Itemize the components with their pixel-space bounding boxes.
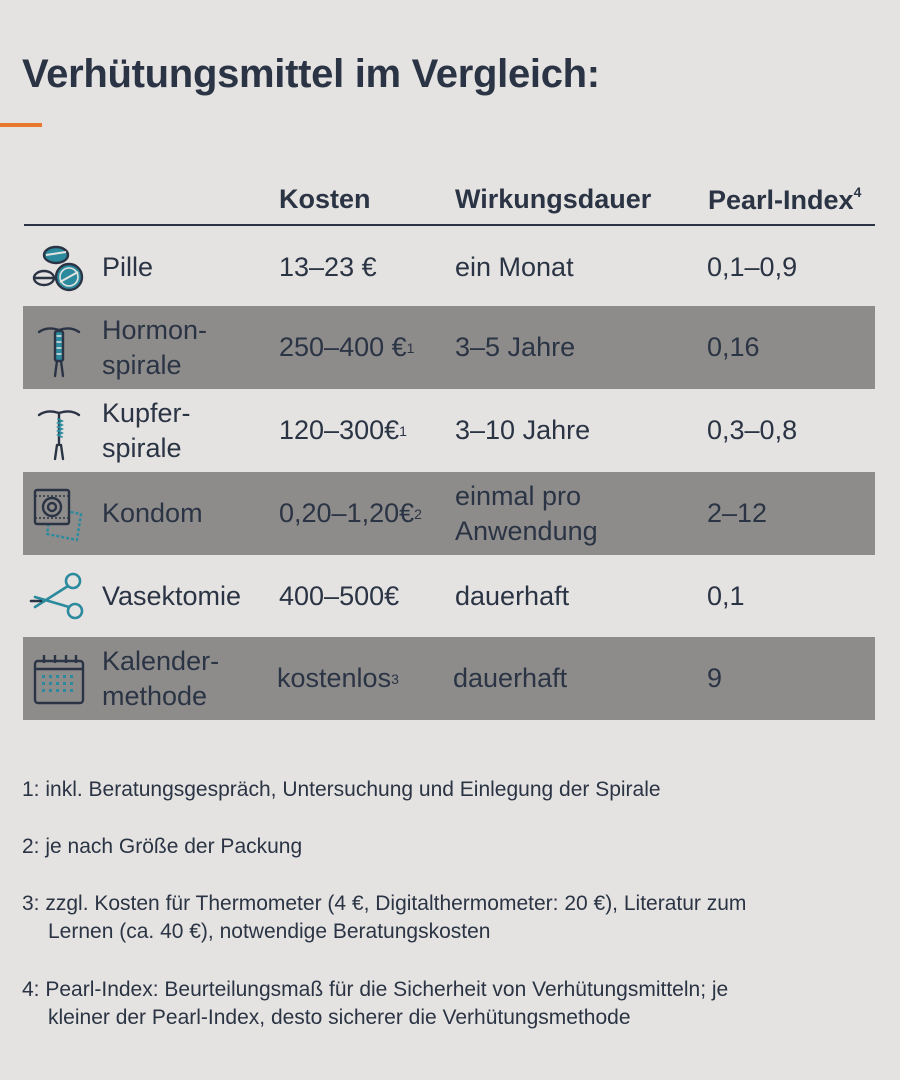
header-wirkungsdauer: Wirkungsdauer xyxy=(455,184,652,214)
method-name: Hormon- spirale xyxy=(102,314,208,380)
table-row xyxy=(23,306,875,389)
header-kosten: Kosten xyxy=(279,184,371,214)
cost-value: 13–23 € xyxy=(279,252,377,282)
table-row xyxy=(23,472,875,555)
cost-cell xyxy=(279,226,377,309)
cost-cell: 120–300€ 1 xyxy=(279,389,407,472)
footnote-4 xyxy=(22,976,728,1032)
duration-cell: dauerhaft xyxy=(455,581,570,611)
table-row xyxy=(23,389,875,472)
pearl-index-cell: 0,1 xyxy=(707,581,745,611)
footnote-text: 2: je nach Größe der Packung xyxy=(22,835,303,858)
header-pearl-index-label: Pearl-Index xyxy=(708,185,854,215)
header-pearl-index xyxy=(708,184,861,216)
footnote-text: 4: Pearl-Index: Beurteilungsmaß für die Sicherheit von Verhütungsmitteln; je xyxy=(22,978,729,1001)
method-name: Kupfer- spirale xyxy=(102,397,191,463)
footnote-text-continued: kleiner der Pearl-Index, desto sicherer die Verhütungsmethode xyxy=(48,1006,631,1029)
header-pearl-index-footnote: 4 xyxy=(853,184,862,200)
table-row xyxy=(23,226,875,309)
method-name: Kalender- methode xyxy=(102,645,220,711)
pearl-index-cell: 0,1–0,9 xyxy=(707,252,798,282)
method-name: Pille xyxy=(102,252,154,282)
pearl-index-cell: 0,16 xyxy=(707,332,760,362)
cost-value: kostenlos xyxy=(277,663,392,693)
table-row xyxy=(23,555,875,638)
duration-cell: einmal pro Anwendung xyxy=(455,480,598,546)
method-name: Vasektomie xyxy=(102,581,242,611)
hormone-iud-icon xyxy=(29,318,89,378)
cost-cell: 0,20–1,20€ 2 xyxy=(279,472,422,555)
cost-value: 250–400 € xyxy=(279,332,407,362)
footnote-3 xyxy=(22,890,746,946)
pearl-index-cell: 2–12 xyxy=(707,498,768,528)
footnote-text: 3: zzgl. Kosten für Thermometer (4 €, Digitalthermometer: 20 €), Literatur zum xyxy=(22,892,747,915)
duration-cell: 3–5 Jahre xyxy=(455,332,576,362)
footnote-text: 1: inkl. Beratungsgespräch, Untersuchung und Einlegung der Spirale xyxy=(22,778,661,801)
duration-cell: dauerhaft xyxy=(453,663,568,693)
calendar-icon xyxy=(29,649,89,709)
table-row xyxy=(23,637,875,720)
method-name: Kondom xyxy=(102,498,203,528)
condom-icon xyxy=(29,484,89,544)
accent-bar xyxy=(0,123,42,127)
pill-icon xyxy=(29,238,89,298)
footnote-2 xyxy=(22,833,302,861)
cost-value: 0,20–1,20€ xyxy=(279,498,415,528)
pearl-index-cell: 9 xyxy=(707,663,723,693)
page-title: Verhütungsmittel im Vergleich: xyxy=(22,52,600,96)
cost-cell: kostenlos 3 xyxy=(277,637,399,720)
duration-cell: 3–10 Jahre xyxy=(455,415,591,445)
scissors-icon xyxy=(29,567,89,627)
footnote-1 xyxy=(22,776,661,804)
cost-cell: 250–400 € 1 xyxy=(279,306,414,389)
cost-value: 400–500€ xyxy=(279,581,400,611)
pearl-index-cell: 0,3–0,8 xyxy=(707,415,798,445)
footnote-text-continued: Lernen (ca. 40 €), notwendige Beratungskosten xyxy=(48,920,491,943)
duration-cell: ein Monat xyxy=(455,252,574,282)
cost-value: 120–300€ xyxy=(279,415,400,445)
cost-cell xyxy=(279,555,399,638)
copper-iud-icon xyxy=(29,401,89,461)
